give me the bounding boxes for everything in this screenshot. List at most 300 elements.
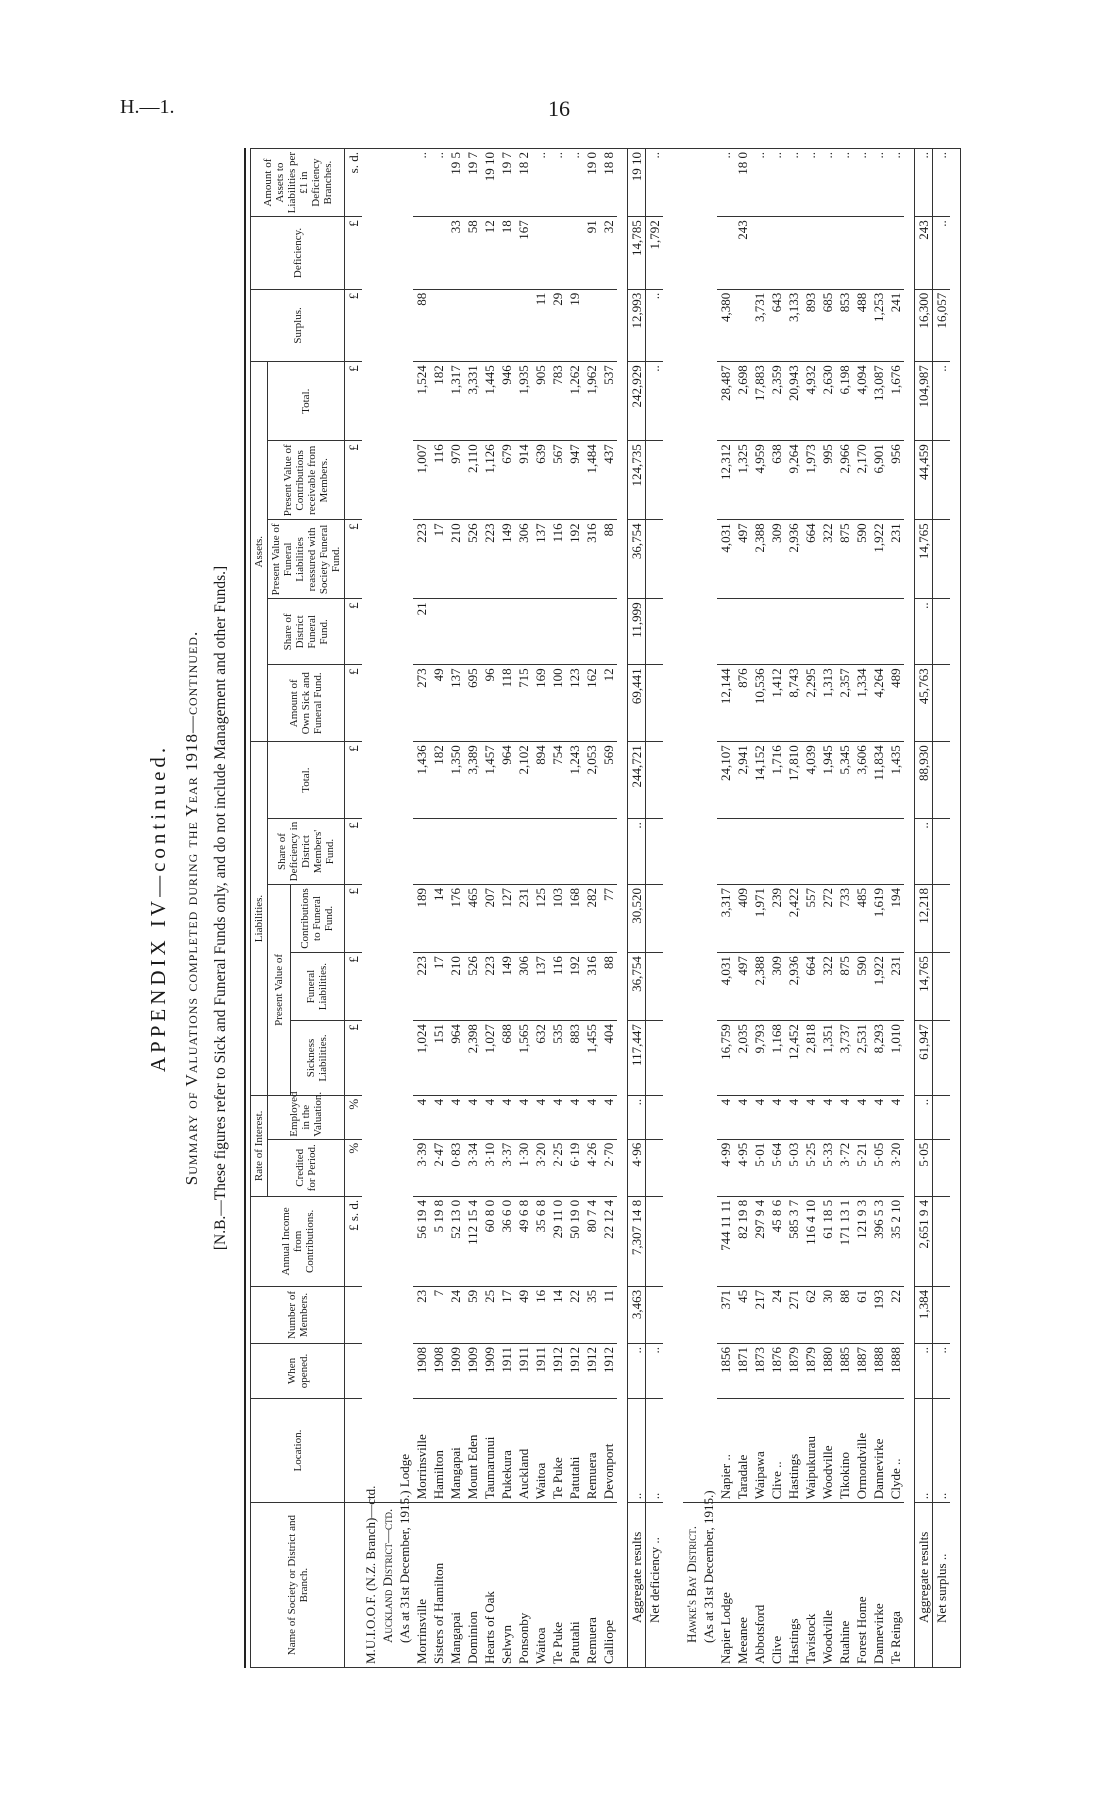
value-cell — [566, 217, 583, 289]
value-cell — [498, 289, 515, 361]
value-cell: 271 — [785, 1286, 802, 1343]
value-cell: 137 — [532, 953, 549, 1021]
value-cell: .. — [646, 289, 664, 361]
value-cell: 4 — [751, 1095, 768, 1139]
value-cell: 8,743 — [785, 665, 802, 742]
col-district-share: Share of District Funeral Fund. — [268, 599, 345, 665]
value-cell: 1,935 — [515, 362, 532, 441]
value-cell: 223 — [481, 953, 498, 1021]
value-cell — [532, 599, 549, 665]
value-cell: 4·96 — [628, 1139, 646, 1196]
value-cell: 88 — [413, 289, 430, 361]
value-cell: 127 — [498, 884, 515, 952]
unit-cell: £ — [345, 665, 363, 742]
table-row — [768, 149, 785, 1668]
branch-location: .. — [628, 1398, 646, 1502]
value-cell: 29 — [549, 289, 566, 361]
value-cell: 231 — [887, 520, 904, 599]
value-cell — [430, 217, 447, 289]
branch-location: Te Puke — [549, 1398, 566, 1502]
branch-location: Napier .. — [717, 1398, 734, 1502]
units-row — [345, 149, 363, 1668]
value-cell: 1,007 — [413, 441, 430, 520]
branch-name: Tavistock — [802, 1503, 819, 1668]
value-cell: .. — [628, 1095, 646, 1139]
value-cell: 18 8 — [600, 149, 617, 217]
value-cell — [413, 217, 430, 289]
branch-location: .. — [646, 1398, 664, 1502]
value-cell: 1,922 — [870, 520, 887, 599]
value-cell: 306 — [515, 953, 532, 1021]
value-cell: 169 — [532, 665, 549, 742]
value-cell: 1,484 — [583, 441, 600, 520]
valuations-table — [250, 148, 961, 1668]
value-cell: .. — [915, 1095, 933, 1139]
value-cell: 112 15 4 — [464, 1196, 481, 1286]
table-row — [802, 149, 819, 1668]
value-cell: 733 — [836, 884, 853, 952]
value-cell: 151 — [430, 1021, 447, 1096]
value-cell: 11 — [532, 289, 549, 361]
value-cell: 715 — [515, 665, 532, 742]
value-cell: 19 7 — [464, 149, 481, 217]
value-cell: 4 — [583, 1095, 600, 1139]
value-cell: 1885 — [836, 1344, 853, 1399]
value-cell: 123 — [566, 665, 583, 742]
value-cell: 231 — [887, 953, 904, 1021]
value-cell: 4 — [566, 1095, 583, 1139]
unit-cell: £ — [345, 819, 363, 885]
value-cell — [819, 599, 836, 665]
value-cell — [870, 599, 887, 665]
value-cell — [933, 953, 951, 1021]
value-cell: 1,325 — [734, 441, 751, 520]
value-cell: 1,971 — [751, 884, 768, 952]
value-cell: 754 — [549, 742, 566, 819]
value-cell: 3,389 — [464, 742, 481, 819]
value-cell: 193 — [870, 1286, 887, 1343]
value-cell — [498, 599, 515, 665]
value-cell — [933, 1021, 951, 1096]
value-cell: 3,331 — [464, 362, 481, 441]
branch-name: Ponsonby — [515, 1503, 532, 1668]
value-cell: 118 — [498, 665, 515, 742]
value-cell: 162 — [583, 665, 600, 742]
value-cell — [870, 217, 887, 289]
value-cell: 1912 — [583, 1344, 600, 1399]
value-cell: 19 10 — [481, 149, 498, 217]
table-row — [887, 149, 904, 1668]
value-cell: 3,133 — [785, 289, 802, 361]
value-cell: 61 — [853, 1286, 870, 1343]
value-cell: 23 — [413, 1286, 430, 1343]
value-cell — [413, 819, 430, 885]
value-cell: 207 — [481, 884, 498, 952]
value-cell: 643 — [768, 289, 785, 361]
value-cell: 875 — [836, 520, 853, 599]
value-cell: 168 — [566, 884, 583, 952]
value-cell: 1880 — [819, 1344, 836, 1399]
value-cell: 4,264 — [870, 665, 887, 742]
table-row — [583, 149, 600, 1668]
value-cell: 19 0 — [583, 149, 600, 217]
value-cell: 664 — [802, 520, 819, 599]
value-cell: 1,676 — [887, 362, 904, 441]
value-cell: 4 — [768, 1095, 785, 1139]
table-header — [251, 149, 345, 1668]
value-cell — [646, 1286, 664, 1343]
value-cell: 69,441 — [628, 665, 646, 742]
table-row — [532, 149, 549, 1668]
value-cell: 5·25 — [802, 1139, 819, 1196]
value-cell: 695 — [464, 665, 481, 742]
value-cell: 2,941 — [734, 742, 751, 819]
col-ratio: Amount of Assets to Liabilities per £1 in Deficiency Branches. — [251, 149, 345, 217]
value-cell: 1,317 — [447, 362, 464, 441]
value-cell: 1,027 — [481, 1021, 498, 1096]
value-cell: 231 — [515, 884, 532, 952]
value-cell: 125 — [532, 884, 549, 952]
value-cell — [802, 599, 819, 665]
col-contrib-funeral: Contributions to Funeral Fund. — [290, 884, 344, 952]
value-cell: 19 10 — [628, 149, 646, 217]
branch-location: .. — [933, 1398, 951, 1502]
value-cell: 4,380 — [717, 289, 734, 361]
value-cell: .. — [915, 819, 933, 885]
branch-name: Forest Home — [853, 1503, 870, 1668]
value-cell: 88,930 — [915, 742, 933, 819]
value-cell: 14,152 — [751, 742, 768, 819]
value-cell: 6,901 — [870, 441, 887, 520]
value-cell — [836, 819, 853, 885]
value-cell: 242,929 — [628, 362, 646, 441]
value-cell: 5·05 — [915, 1139, 933, 1196]
value-cell: 1909 — [481, 1344, 498, 1399]
value-cell: 1856 — [717, 1344, 734, 1399]
table-row — [751, 149, 768, 1668]
value-cell: 3,737 — [836, 1021, 853, 1096]
value-cell: 1·30 — [515, 1139, 532, 1196]
value-cell: 316 — [583, 520, 600, 599]
branch-location: Woodville — [819, 1398, 836, 1502]
value-cell: 1909 — [447, 1344, 464, 1399]
unit-cell: % — [345, 1095, 363, 1139]
as-at2-row — [700, 149, 717, 1668]
value-cell: 4·95 — [734, 1139, 751, 1196]
value-cell: 124,735 — [628, 441, 646, 520]
value-cell: 914 — [515, 441, 532, 520]
value-cell: 316 — [583, 953, 600, 1021]
value-cell: 117,447 — [628, 1021, 646, 1096]
col-assets: Assets. — [251, 362, 268, 742]
value-cell: 5 19 8 — [430, 1196, 447, 1286]
value-cell: 1,922 — [870, 953, 887, 1021]
branch-name: Aggregate results — [628, 1503, 646, 1668]
value-cell: 322 — [819, 520, 836, 599]
branch-name: Patutahi — [566, 1503, 583, 1668]
value-cell: 282 — [583, 884, 600, 952]
branch-name: Abbotsford — [751, 1503, 768, 1668]
value-cell: 182 — [430, 362, 447, 441]
branch-location: Pukekura — [498, 1398, 515, 1502]
unit-cell: £ — [345, 217, 363, 289]
value-cell: 96 — [481, 665, 498, 742]
table-row — [464, 149, 481, 1668]
value-cell: .. — [413, 149, 430, 217]
value-cell — [751, 217, 768, 289]
value-cell: 36 6 0 — [498, 1196, 515, 1286]
value-cell — [734, 819, 751, 885]
table-row — [717, 149, 734, 1668]
col-rate: Rate of Interest. — [251, 1095, 268, 1196]
value-cell — [430, 599, 447, 665]
value-cell: 4 — [600, 1095, 617, 1139]
value-cell: 14,765 — [915, 953, 933, 1021]
value-cell: 465 — [464, 884, 481, 952]
branch-name: Woodville — [819, 1503, 836, 1668]
branch-name: Mangapai — [447, 1503, 464, 1668]
value-cell: 4·26 — [583, 1139, 600, 1196]
value-cell: 371 — [717, 1286, 734, 1343]
col-name: Name of Society or District and Branch. — [251, 1503, 345, 1668]
branch-location: Remuera — [583, 1398, 600, 1502]
value-cell: 1,945 — [819, 742, 836, 819]
value-cell: 1,716 — [768, 742, 785, 819]
value-cell: 116 — [430, 441, 447, 520]
col-members: Number of Members. — [251, 1286, 345, 1343]
value-cell — [768, 217, 785, 289]
value-cell — [447, 819, 464, 885]
value-cell: 11,834 — [870, 742, 887, 819]
value-cell: 12,312 — [717, 441, 734, 520]
aggregate-row — [628, 149, 646, 1668]
value-cell: 17 — [430, 953, 447, 1021]
net-deficiency-row — [646, 149, 664, 1668]
value-cell — [836, 599, 853, 665]
branch-location: Dannevirke — [870, 1398, 887, 1502]
value-cell: 1879 — [802, 1344, 819, 1399]
value-cell — [819, 819, 836, 885]
value-cell: 497 — [734, 520, 751, 599]
value-cell — [481, 819, 498, 885]
value-cell: 239 — [768, 884, 785, 952]
branch-location: Patutahi — [566, 1398, 583, 1502]
value-cell: 497 — [734, 953, 751, 1021]
table-row — [447, 149, 464, 1668]
table-row — [600, 149, 617, 1668]
value-cell — [583, 599, 600, 665]
value-cell: 679 — [498, 441, 515, 520]
value-cell: 2,295 — [802, 665, 819, 742]
value-cell: 223 — [481, 520, 498, 599]
branch-name: Aggregate results — [915, 1503, 933, 1668]
value-cell — [751, 819, 768, 885]
value-cell: 4 — [853, 1095, 870, 1139]
value-cell: 217 — [751, 1286, 768, 1343]
value-cell — [646, 665, 664, 742]
value-cell: 61 18 5 — [819, 1196, 836, 1286]
branch-name: Sisters of Hamilton — [430, 1503, 447, 1668]
table-row — [819, 149, 836, 1668]
value-cell: 273 — [413, 665, 430, 742]
value-cell: 1,168 — [768, 1021, 785, 1096]
value-cell — [515, 289, 532, 361]
value-cell: 18 0 — [734, 149, 751, 217]
value-cell: 3,317 — [717, 884, 734, 952]
value-cell — [583, 289, 600, 361]
value-cell: 2,966 — [836, 441, 853, 520]
value-cell: 437 — [600, 441, 617, 520]
value-cell: 25 — [481, 1286, 498, 1343]
appendix-title: APPENDIX IV—continued. — [146, 743, 170, 1073]
value-cell: .. — [870, 149, 887, 217]
value-cell: 2,388 — [751, 953, 768, 1021]
value-cell — [933, 1095, 951, 1139]
value-cell — [734, 599, 751, 665]
value-cell: 80 7 4 — [583, 1196, 600, 1286]
value-cell: 6·19 — [566, 1139, 583, 1196]
value-cell: 309 — [768, 520, 785, 599]
value-cell: 121 9 3 — [853, 1196, 870, 1286]
value-cell — [933, 1286, 951, 1343]
value-cell: 4 — [464, 1095, 481, 1139]
value-cell: 1,126 — [481, 441, 498, 520]
value-cell: .. — [887, 149, 904, 217]
value-cell: 77 — [600, 884, 617, 952]
value-cell: 964 — [498, 742, 515, 819]
value-cell: 0·83 — [447, 1139, 464, 1196]
value-cell: 171 13 1 — [836, 1196, 853, 1286]
value-cell: 1887 — [853, 1344, 870, 1399]
col-liab-total: Total. — [268, 742, 345, 819]
value-cell: 1,524 — [413, 362, 430, 441]
value-cell: 167 — [515, 217, 532, 289]
value-cell: 2,053 — [583, 742, 600, 819]
value-cell: .. — [819, 149, 836, 217]
value-cell: 4,039 — [802, 742, 819, 819]
value-cell: 1876 — [768, 1344, 785, 1399]
value-cell: 24 — [447, 1286, 464, 1343]
value-cell: 557 — [802, 884, 819, 952]
value-cell — [481, 599, 498, 665]
value-cell — [717, 217, 734, 289]
value-cell: 189 — [413, 884, 430, 952]
value-cell: 12,218 — [915, 884, 933, 952]
value-cell — [447, 599, 464, 665]
value-cell: 590 — [853, 520, 870, 599]
rotated-table-page — [140, 148, 1020, 1668]
value-cell: 49 — [430, 665, 447, 742]
branch-name: Waitoa — [532, 1503, 549, 1668]
value-cell: 526 — [464, 953, 481, 1021]
value-cell: 8,293 — [870, 1021, 887, 1096]
value-cell: 272 — [819, 884, 836, 952]
value-cell: 210 — [447, 520, 464, 599]
aggregate-row — [915, 149, 933, 1668]
value-cell — [717, 819, 734, 885]
value-cell — [646, 1196, 664, 1286]
table-row — [515, 149, 532, 1668]
value-cell: 103 — [549, 884, 566, 952]
value-cell: 664 — [802, 953, 819, 1021]
table-row — [549, 149, 566, 1668]
value-cell: 14,765 — [915, 520, 933, 599]
branch-location: Mount Eden — [464, 1398, 481, 1502]
value-cell: 1,412 — [768, 665, 785, 742]
value-cell: .. — [549, 149, 566, 217]
value-cell — [481, 289, 498, 361]
value-cell: 12 — [600, 665, 617, 742]
value-cell: 4 — [515, 1095, 532, 1139]
value-cell: 4 — [802, 1095, 819, 1139]
summary-subtitle: Summary of Valuations completed during the Year 1918—continued. — [182, 630, 201, 1186]
value-cell: 638 — [768, 441, 785, 520]
value-cell: 32 — [600, 217, 617, 289]
value-cell: 56 19 4 — [413, 1196, 430, 1286]
table-body — [345, 149, 961, 1668]
value-cell: 5·21 — [853, 1139, 870, 1196]
value-cell: 2,110 — [464, 441, 481, 520]
value-cell: 4 — [717, 1095, 734, 1139]
value-cell: 485 — [853, 884, 870, 952]
value-cell: 116 — [549, 953, 566, 1021]
value-cell: 1,619 — [870, 884, 887, 952]
value-cell: 88 — [836, 1286, 853, 1343]
branch-name: Net surplus .. — [933, 1503, 951, 1668]
value-cell: 4 — [819, 1095, 836, 1139]
value-cell: .. — [933, 1344, 951, 1399]
value-cell: 1911 — [515, 1344, 532, 1399]
value-cell: 17,810 — [785, 742, 802, 819]
value-cell: 1,253 — [870, 289, 887, 361]
value-cell — [646, 1021, 664, 1096]
value-cell: 875 — [836, 953, 853, 1021]
value-cell: 14,785 — [628, 217, 646, 289]
branch-name: Ruahine — [836, 1503, 853, 1668]
unit-cell: £ — [345, 362, 363, 441]
value-cell: 2·70 — [600, 1139, 617, 1196]
value-cell: 639 — [532, 441, 549, 520]
value-cell: 4 — [430, 1095, 447, 1139]
value-cell: 14 — [430, 884, 447, 952]
value-cell: 4 — [836, 1095, 853, 1139]
value-cell: .. — [933, 362, 951, 441]
value-cell: 2,359 — [768, 362, 785, 441]
unit-cell: £ — [345, 742, 363, 819]
value-cell: 45,763 — [915, 665, 933, 742]
col-present-value: Present Value of — [268, 884, 291, 1095]
value-cell: 137 — [532, 520, 549, 599]
col-sickness: Sickness Liabilities. — [290, 1021, 344, 1096]
value-cell: 10,536 — [751, 665, 768, 742]
value-cell: .. — [717, 149, 734, 217]
value-cell — [646, 599, 664, 665]
value-cell — [734, 289, 751, 361]
value-cell: 116 — [549, 520, 566, 599]
value-cell — [447, 289, 464, 361]
value-cell: 970 — [447, 441, 464, 520]
table-row — [566, 149, 583, 1668]
value-cell: 535 — [549, 1021, 566, 1096]
branch-name: Napier Lodge — [717, 1503, 734, 1668]
branch-name: Dominion — [464, 1503, 481, 1668]
value-cell: 1873 — [751, 1344, 768, 1399]
value-cell: 192 — [566, 520, 583, 599]
as-at-date: (As at 31st December, 1915.) Lodge — [396, 1503, 413, 1668]
value-cell: 5,345 — [836, 742, 853, 819]
value-cell: 82 19 8 — [734, 1196, 751, 1286]
value-cell: 2,398 — [464, 1021, 481, 1096]
